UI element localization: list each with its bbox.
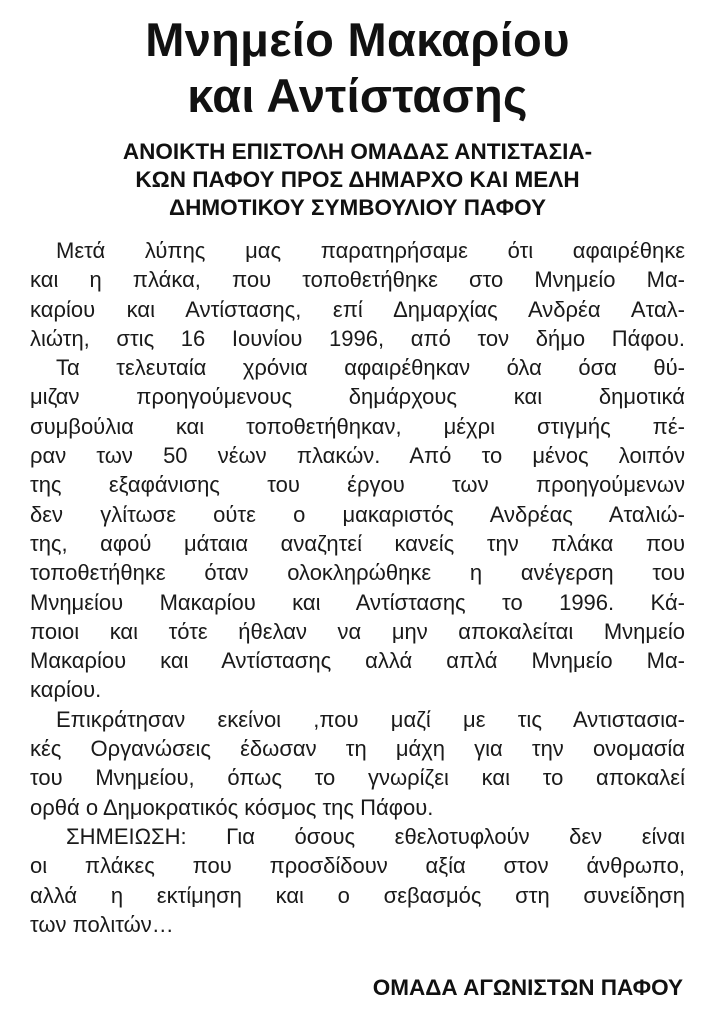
- paragraph: [30, 236, 685, 353]
- body-line: καρίου και Αντίστασης, επί Δημαρχίας Ανδρέα Αταλ-: [30, 296, 685, 322]
- article-subtitle: [30, 138, 685, 222]
- body-line: Επικράτησαν εκείνοι ,που μαζί με τις Αντιστασια-: [56, 706, 685, 732]
- body-line: της, αφού μάταια αναζητεί κανείς την πλάκα που: [30, 530, 685, 556]
- subtitle-line: ΚΩΝ ΠΑΦΟΥ ΠΡΟΣ ΔΗΜΑΡΧΟ ΚΑΙ ΜΕΛΗ: [135, 167, 580, 192]
- article-signature: ΟΜΑΔΑ ΑΓΩΝΙΣΤΩΝ ΠΑΦΟΥ: [372, 975, 683, 1000]
- body-line: των πολιτών…: [30, 911, 174, 937]
- body-line: ορθά ο Δημοκρατικός κόσμος της Πάφου.: [30, 794, 434, 820]
- body-line: ραν των 50 νέων πλακών. Από το μένος λοιπόν: [30, 443, 685, 469]
- body-line: λιώτη, στις 16 Ιουνίου 1996, από τον δήμο Πάφου.: [30, 325, 685, 351]
- article-title: [30, 12, 685, 124]
- body-line: του Μνημείου, όπως το γνωρίζει και το αποκαλεί: [30, 765, 685, 791]
- body-line: καρίου.: [30, 677, 102, 703]
- body-line: ΣΗΜΕΙΩΣΗ: Για όσους εθελοτυφλούν δεν είναι: [66, 823, 685, 849]
- body-line: Μετά λύπης μας παρατηρήσαμε ότι αφαιρέθηκε: [56, 238, 685, 263]
- subtitle-line: ΑΝΟΙΚΤΗ ΕΠΙΣΤΟΛΗ ΟΜΑΔΑΣ ΑΝΤΙΣΤΑΣΙΑ-: [122, 139, 593, 164]
- subtitle-line: ΔΗΜΟΤΙΚΟΥ ΣΥΜΒΟΥΛΙΟΥ ΠΑΦΟΥ: [169, 195, 546, 220]
- body-line: συμβούλια και τοποθετήθηκαν, μέχρι στιγμής πέ-: [30, 413, 685, 439]
- paragraph: [30, 822, 685, 939]
- body-line: και η πλάκα, που τοποθετήθηκε στο Μνημείο Μα-: [30, 267, 685, 293]
- body-line: Μακαρίου και Αντίστασης αλλά απλά Μνημείο Μα-: [30, 648, 685, 674]
- body-line: μιζαν προηγούμενους δημάρχους και δημοτικά: [30, 384, 685, 410]
- body-line: αλλά η εκτίμηση και ο σεβασμός στη συνείδηση: [30, 882, 685, 908]
- body-line: οι πλάκες που προσδίδουν αξία στον άνθρωπο,: [30, 853, 685, 879]
- body-line: κές Οργανώσεις έδωσαν τη μάχη για την ονομασία: [30, 736, 685, 762]
- body-line: Μνημείου Μακαρίου και Αντίστασης το 1996. Κά-: [30, 589, 685, 615]
- title-line: και Αντίστασης: [187, 69, 528, 122]
- paragraph: [30, 353, 685, 705]
- body-line: τοποθετήθηκε όταν ολοκληρώθηκε η ανέγερση του: [30, 560, 685, 586]
- body-line: της εξαφάνισης του έργου των προηγούμενων: [30, 472, 685, 498]
- body-line: ποιοι και τότε ήθελαν να μην αποκαλείται Μνημείο: [30, 618, 685, 644]
- paragraph: [30, 705, 685, 822]
- body-line: Τα τελευταία χρόνια αφαιρέθηκαν όλα όσα θύ-: [56, 355, 685, 381]
- title-line: Μνημείο Μακαρίου: [145, 13, 570, 66]
- article-body: [30, 236, 685, 939]
- body-line: δεν γλίτωσε ούτε ο μακαριστός Ανδρέας Αταλιώ-: [30, 501, 685, 527]
